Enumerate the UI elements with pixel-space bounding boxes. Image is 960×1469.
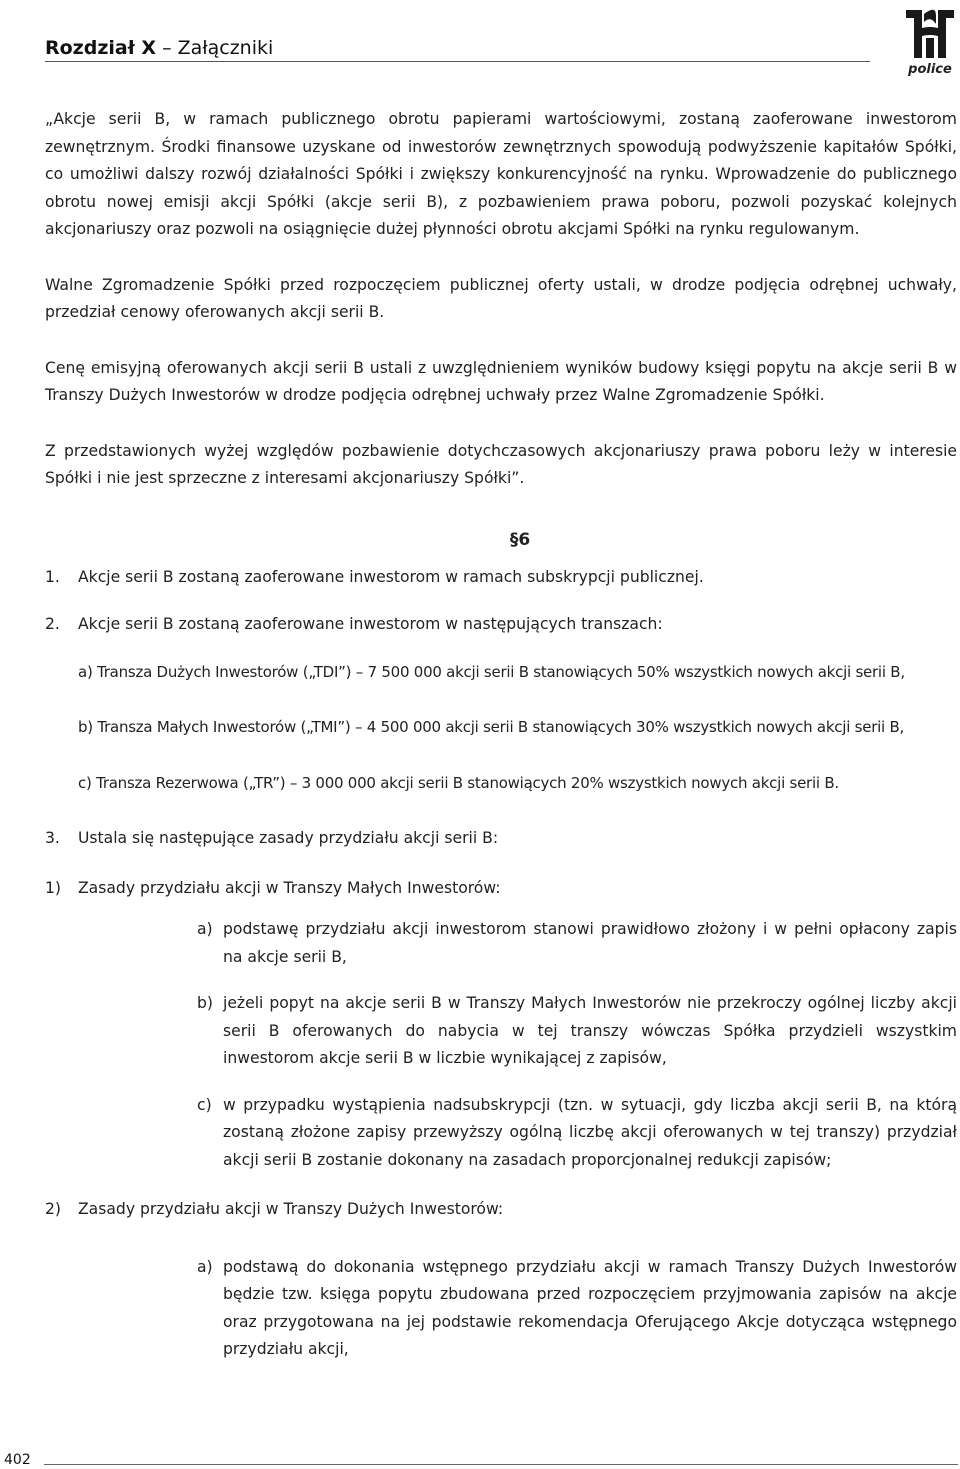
sub-text: jeżeli popyt na akcje serii B w Transzy Małych Inwestorów nie przekroczy ogólnej liczby akcji serii B oferowanych do nabycia w tej transzy wówczas Spółka przydzieli wszystkim inwestorom akcje serii B w liczbie wynikającej z zapisów, bbox=[223, 994, 957, 1067]
header-separator: – bbox=[162, 37, 172, 59]
item-number: 2. bbox=[45, 615, 60, 633]
numbered-item bbox=[45, 611, 957, 639]
header-rule bbox=[45, 61, 870, 62]
page-number: 402 bbox=[4, 1452, 31, 1468]
rule-item bbox=[45, 1196, 957, 1224]
logo-wordmark: police bbox=[908, 62, 952, 77]
rule-item bbox=[45, 875, 957, 903]
running-head bbox=[45, 36, 870, 60]
section-label: Załączniki bbox=[177, 37, 274, 59]
sub-item bbox=[45, 1254, 957, 1364]
tranche-item: c) Transza Rezerwowa („TR”) – 3 000 000 akcji serii B stanowiących 20% wszystkich nowych akcji serii B. bbox=[78, 773, 839, 792]
rule-text: Zasady przydziału akcji w Transzy Małych Inwestorów: bbox=[78, 878, 501, 897]
numbered-item bbox=[45, 825, 957, 853]
sub-letter: b) bbox=[197, 994, 213, 1012]
item-text: Akcje serii B zostaną zaoferowane inwestorom w następujących transzach: bbox=[78, 615, 663, 633]
tranche-item: a) Transza Dużych Inwestorów („TDI”) – 7 500 000 akcji serii B stanowiących 50% wszystkich nowych akcji serii B, bbox=[78, 662, 905, 681]
numbered-item bbox=[45, 564, 957, 592]
section-heading: §6 bbox=[509, 529, 531, 550]
paragraph: Walne Zgromadzenie Spółki przed rozpoczęciem publicznej oferty ustali, w drodze podjęcia odrębnej uchwały, przedział cenowy oferowanych akcji serii B. bbox=[45, 275, 957, 321]
paragraph: Cenę emisyjną oferowanych akcji serii B ustali z uwzględnieniem wyników budowy księgi popytu na akcje serii B w Transzy Dużych Inwestorów w drodze podjęcia odrębnej uchwały przez Walne Zgromadzenie Spółki. bbox=[45, 358, 957, 404]
sub-text: podstawę przydziału akcji inwestorom stanowi prawidłowo złożony i w pełni opłacony zapis na akcje serii B, bbox=[223, 920, 957, 966]
document-body bbox=[45, 106, 957, 1383]
sub-item bbox=[45, 916, 957, 971]
sub-letter: a) bbox=[197, 1257, 213, 1276]
rule-number: 2) bbox=[45, 1200, 62, 1218]
page-header bbox=[45, 36, 870, 60]
sub-text: w przypadku wystąpienia nadsubskrypcji (tzn. w sytuacji, gdy liczba akcji serii B, na którą zostaną złożone zapisy przewyższy ogólną liczbę akcji oferowanych w tej transzy) przydział akcji serii B zostanie dokonany na zasadach proporcjonalnej redukcji zapisów; bbox=[223, 1095, 957, 1169]
rule-text: Zasady przydziału akcji w Transzy Dużych Inwestorów: bbox=[78, 1200, 504, 1218]
chapter-label: Rozdział X bbox=[45, 37, 157, 59]
sub-letter: a) bbox=[197, 920, 213, 938]
paragraph: „Akcje serii B, w ramach publicznego obrotu papierami wartościowymi, zostaną zaoferowane inwestorom zewnętrznym. Środki finansowe uzyskane od inwestorów zewnętrznych spowodują podwyższenie kapitałów Spółki, co umożliwi dalszy rozwój działalności Spółki i zwiększy konkurencyjność na rynku. Wprowadzenie do publicznego obrotu nowej emisji akcji Spółki (akcje serii B), z pozbawieniem prawa poboru, pozwoli pozyskać kolejnych akcjonariuszy oraz pozwoli na osiągnięcie dużej płynności obrotu akcjami Spółki na rynku regulowanym. bbox=[45, 110, 957, 238]
sub-item bbox=[45, 990, 957, 1073]
paragraph: Z przedstawionych wyżej względów pozbawienie dotychczasowych akcjonariuszy prawa poboru leży w interesie Spółki i nie jest sprzeczne z interesami akcjonariuszy Spółki”. bbox=[45, 441, 957, 487]
sub-text: podstawą do dokonania wstępnego przydziału akcji w ramach Transzy Dużych Inwestorów będzie tzw. księga popytu zbudowana przed rozpoczęciem przyjmowania zapisów na akcje oraz przygotowana na jej podstawie rekomendacja Oferującego Akcje dotycząca wstępnego przydziału akcji, bbox=[223, 1257, 957, 1358]
item-number: 3. bbox=[45, 829, 60, 847]
tranche-item: b) Transza Małych Inwestorów („TMI”) – 4 500 000 akcji serii B stanowiących 30% wszystkich nowych akcji serii B, bbox=[78, 718, 905, 736]
item-text: Ustala się następujące zasady przydziału akcji serii B: bbox=[78, 829, 499, 847]
footer-rule bbox=[44, 1464, 958, 1465]
sub-item bbox=[45, 1092, 957, 1175]
sub-letter: c) bbox=[197, 1095, 212, 1114]
item-text: Akcje serii B zostaną zaoferowane inwestorom w ramach subskrypcji publicznej. bbox=[78, 567, 704, 586]
rule-number: 1) bbox=[45, 878, 62, 897]
item-number: 1. bbox=[45, 567, 60, 586]
